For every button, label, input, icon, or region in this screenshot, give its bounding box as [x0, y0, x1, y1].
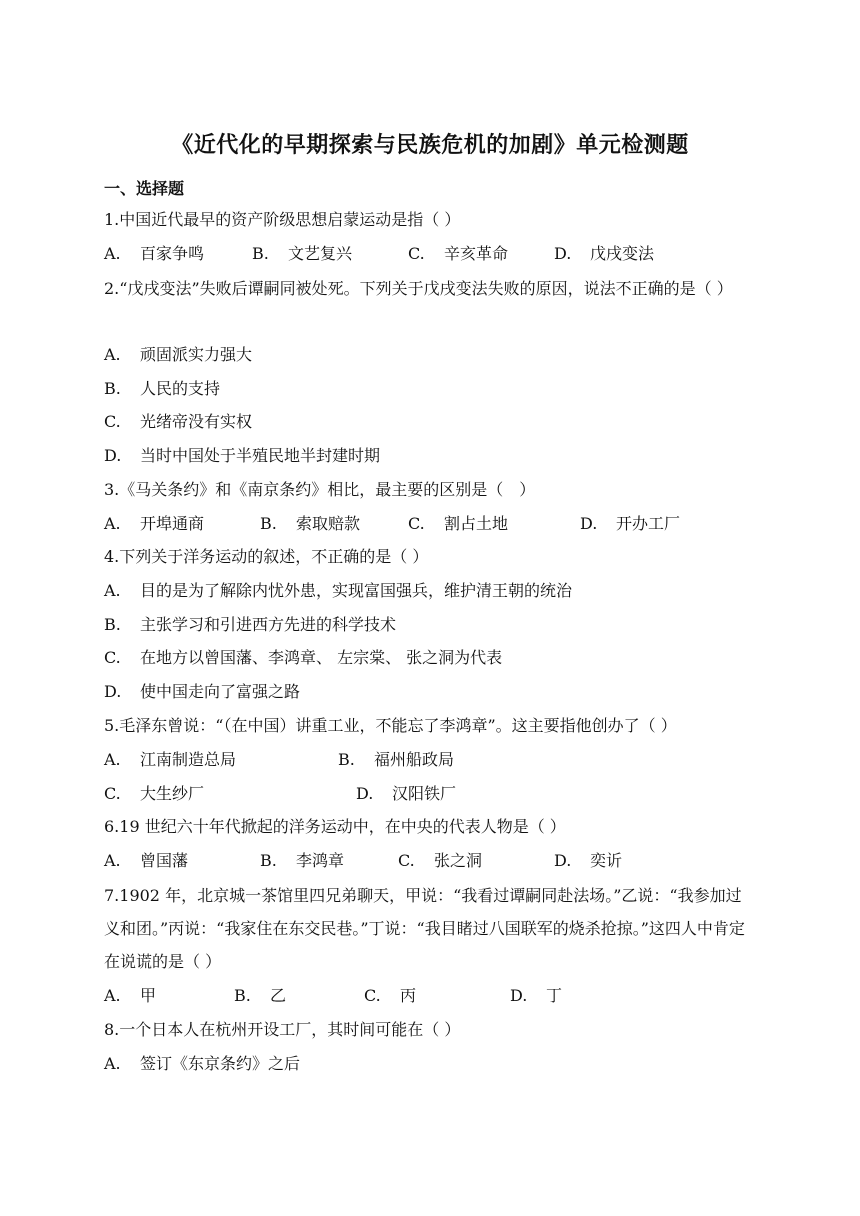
- option: A. 百家争鸣: [104, 244, 205, 263]
- option: A. 目的是为了解除内忧外患，实现富国强兵，维护清王朝的统治: [104, 581, 573, 600]
- question-stem: 3.《马关条约》和《南京条约》相比，最主要的区别是（ ）: [104, 480, 536, 499]
- option: B. 主张学习和引进西方先进的科学技术: [104, 615, 397, 634]
- option: C. 割占土地: [408, 514, 509, 533]
- option: A. 开埠通商: [104, 514, 205, 533]
- option: B. 人民的支持: [104, 379, 221, 398]
- question-stem: 6.19 世纪六十年代掀起的洋务运动中，在中央的代表人物是（ ）: [104, 817, 566, 836]
- question-stem: 2.“戊戌变法”失败后谭嗣同被处死。下列关于戊戌变法失败的原因，说法不正确的是（ ）: [104, 279, 733, 298]
- question-stem: 4.下列关于洋务运动的叙述，不正确的是（ ）: [104, 547, 429, 566]
- question-stem: 5.毛泽东曾说：“（在中国）讲重工业，不能忘了李鸿章”。这主要指他创办了（ ）: [104, 716, 677, 735]
- option: B. 文艺复兴: [252, 244, 353, 263]
- option: C. 在地方以曾国藩、李鸿章、 左宗棠、 张之洞为代表: [104, 648, 503, 667]
- question-stem: 1.中国近代最早的资产阶级思想启蒙运动是指（ ）: [104, 210, 461, 229]
- option: D. 汉阳铁厂: [356, 784, 457, 803]
- option: B. 李鸿章: [260, 851, 345, 870]
- option: D. 开办工厂: [580, 514, 681, 533]
- option: A. 甲: [104, 986, 157, 1005]
- option: B. 乙: [234, 986, 287, 1005]
- option: C. 张之洞: [398, 851, 483, 870]
- option: C. 大生纱厂: [104, 784, 205, 803]
- question-stem: 8.一个日本人在杭州开设工厂，其时间可能在（ ）: [104, 1020, 461, 1039]
- option: A. 曾国藩: [104, 851, 189, 870]
- option: D. 丁: [510, 986, 563, 1005]
- option: A. 江南制造总局: [104, 750, 237, 769]
- question-stem: 7.1902 年，北京城一茶馆里四兄弟聊天，甲说：“我看过谭嗣同赴法场。”乙说：“我参加过义和团。”丙说：“我家住在东交民巷。”丁说：“我目睹过八国联军的烧杀抢掠。”这四人中肯定在说谎的是（ ）: [104, 886, 745, 971]
- option: C. 丙: [364, 986, 417, 1005]
- option: D. 戊戌变法: [554, 244, 655, 263]
- option: A. 签订《东京条约》之后: [104, 1054, 301, 1073]
- option: C. 光绪帝没有实权: [104, 412, 253, 431]
- option: D. 当时中国处于半殖民地半封建时期: [104, 446, 381, 465]
- option: C. 辛亥革命: [408, 244, 509, 263]
- option: D. 使中国走向了富强之路: [104, 682, 301, 701]
- option: A. 顽固派实力强大: [104, 345, 253, 364]
- document-title: 《近代化的早期探索与民族危机的加剧》单元检测题: [171, 132, 689, 158]
- option: D. 奕䜣: [554, 851, 623, 870]
- section-heading: 一、选择题: [104, 179, 185, 198]
- option: B. 索取赔款: [260, 514, 361, 533]
- option: B. 福州船政局: [338, 750, 455, 769]
